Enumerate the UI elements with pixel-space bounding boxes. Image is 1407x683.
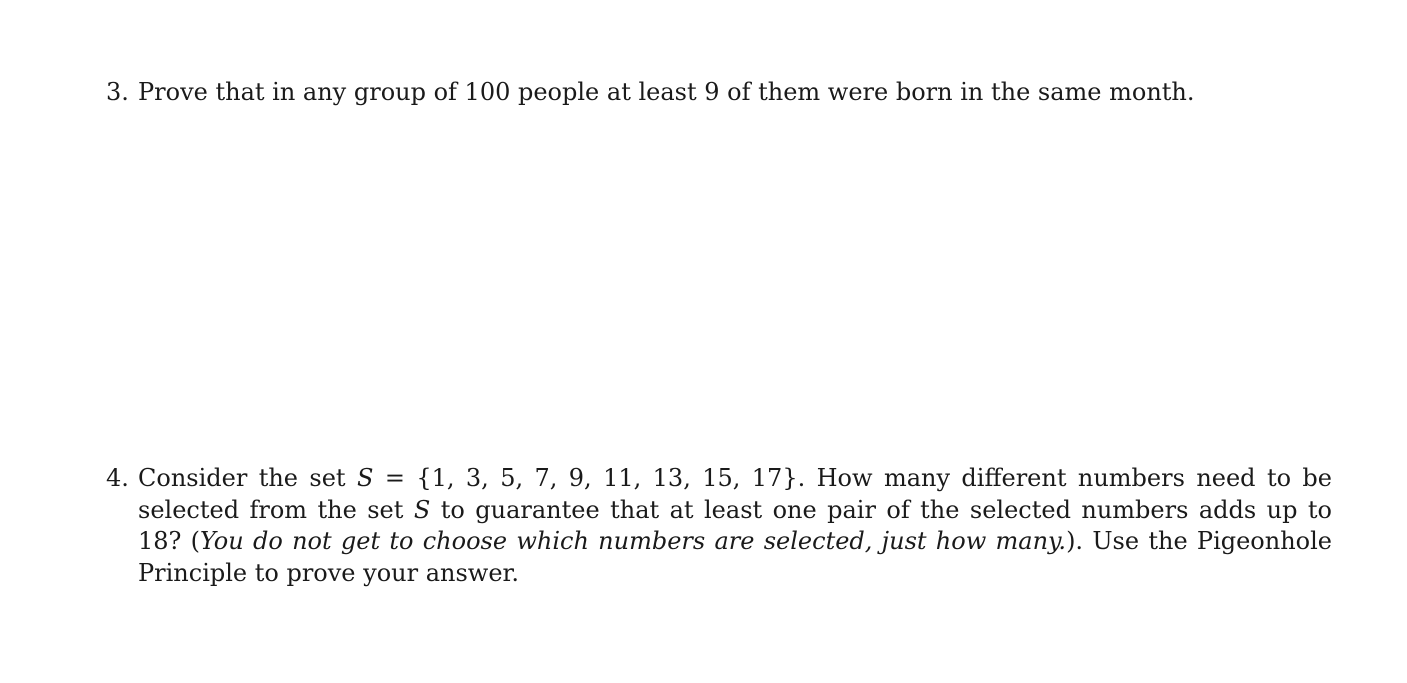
- set-variable: S: [413, 495, 431, 524]
- problem-number: 3.: [106, 78, 129, 106]
- problem-question: to guarantee that at least one pair of the selected numbers adds up to 18? (: [138, 495, 1332, 555]
- problem-number: 4.: [106, 464, 129, 492]
- problem-text: Prove that in any group of 100 people at least 9 of them were born in the same month.: [138, 78, 1195, 106]
- problem-closing: ). Use the Pigeonhole Principle to prove your answer.: [138, 527, 1333, 587]
- problem-intro: Consider the set: [138, 464, 357, 492]
- problem-text: [138, 463, 1332, 589]
- problem-3: [106, 77, 1332, 109]
- problem-note: You do not get to choose which numbers are selected, just how many.: [200, 527, 1067, 555]
- problem-4: [106, 463, 1332, 589]
- set-variable: S: [356, 464, 374, 492]
- set-definition: = {1, 3, 5, 7, 9, 11, 13, 15, 17}. How many different numbers need to be selected from the set: [138, 464, 1332, 524]
